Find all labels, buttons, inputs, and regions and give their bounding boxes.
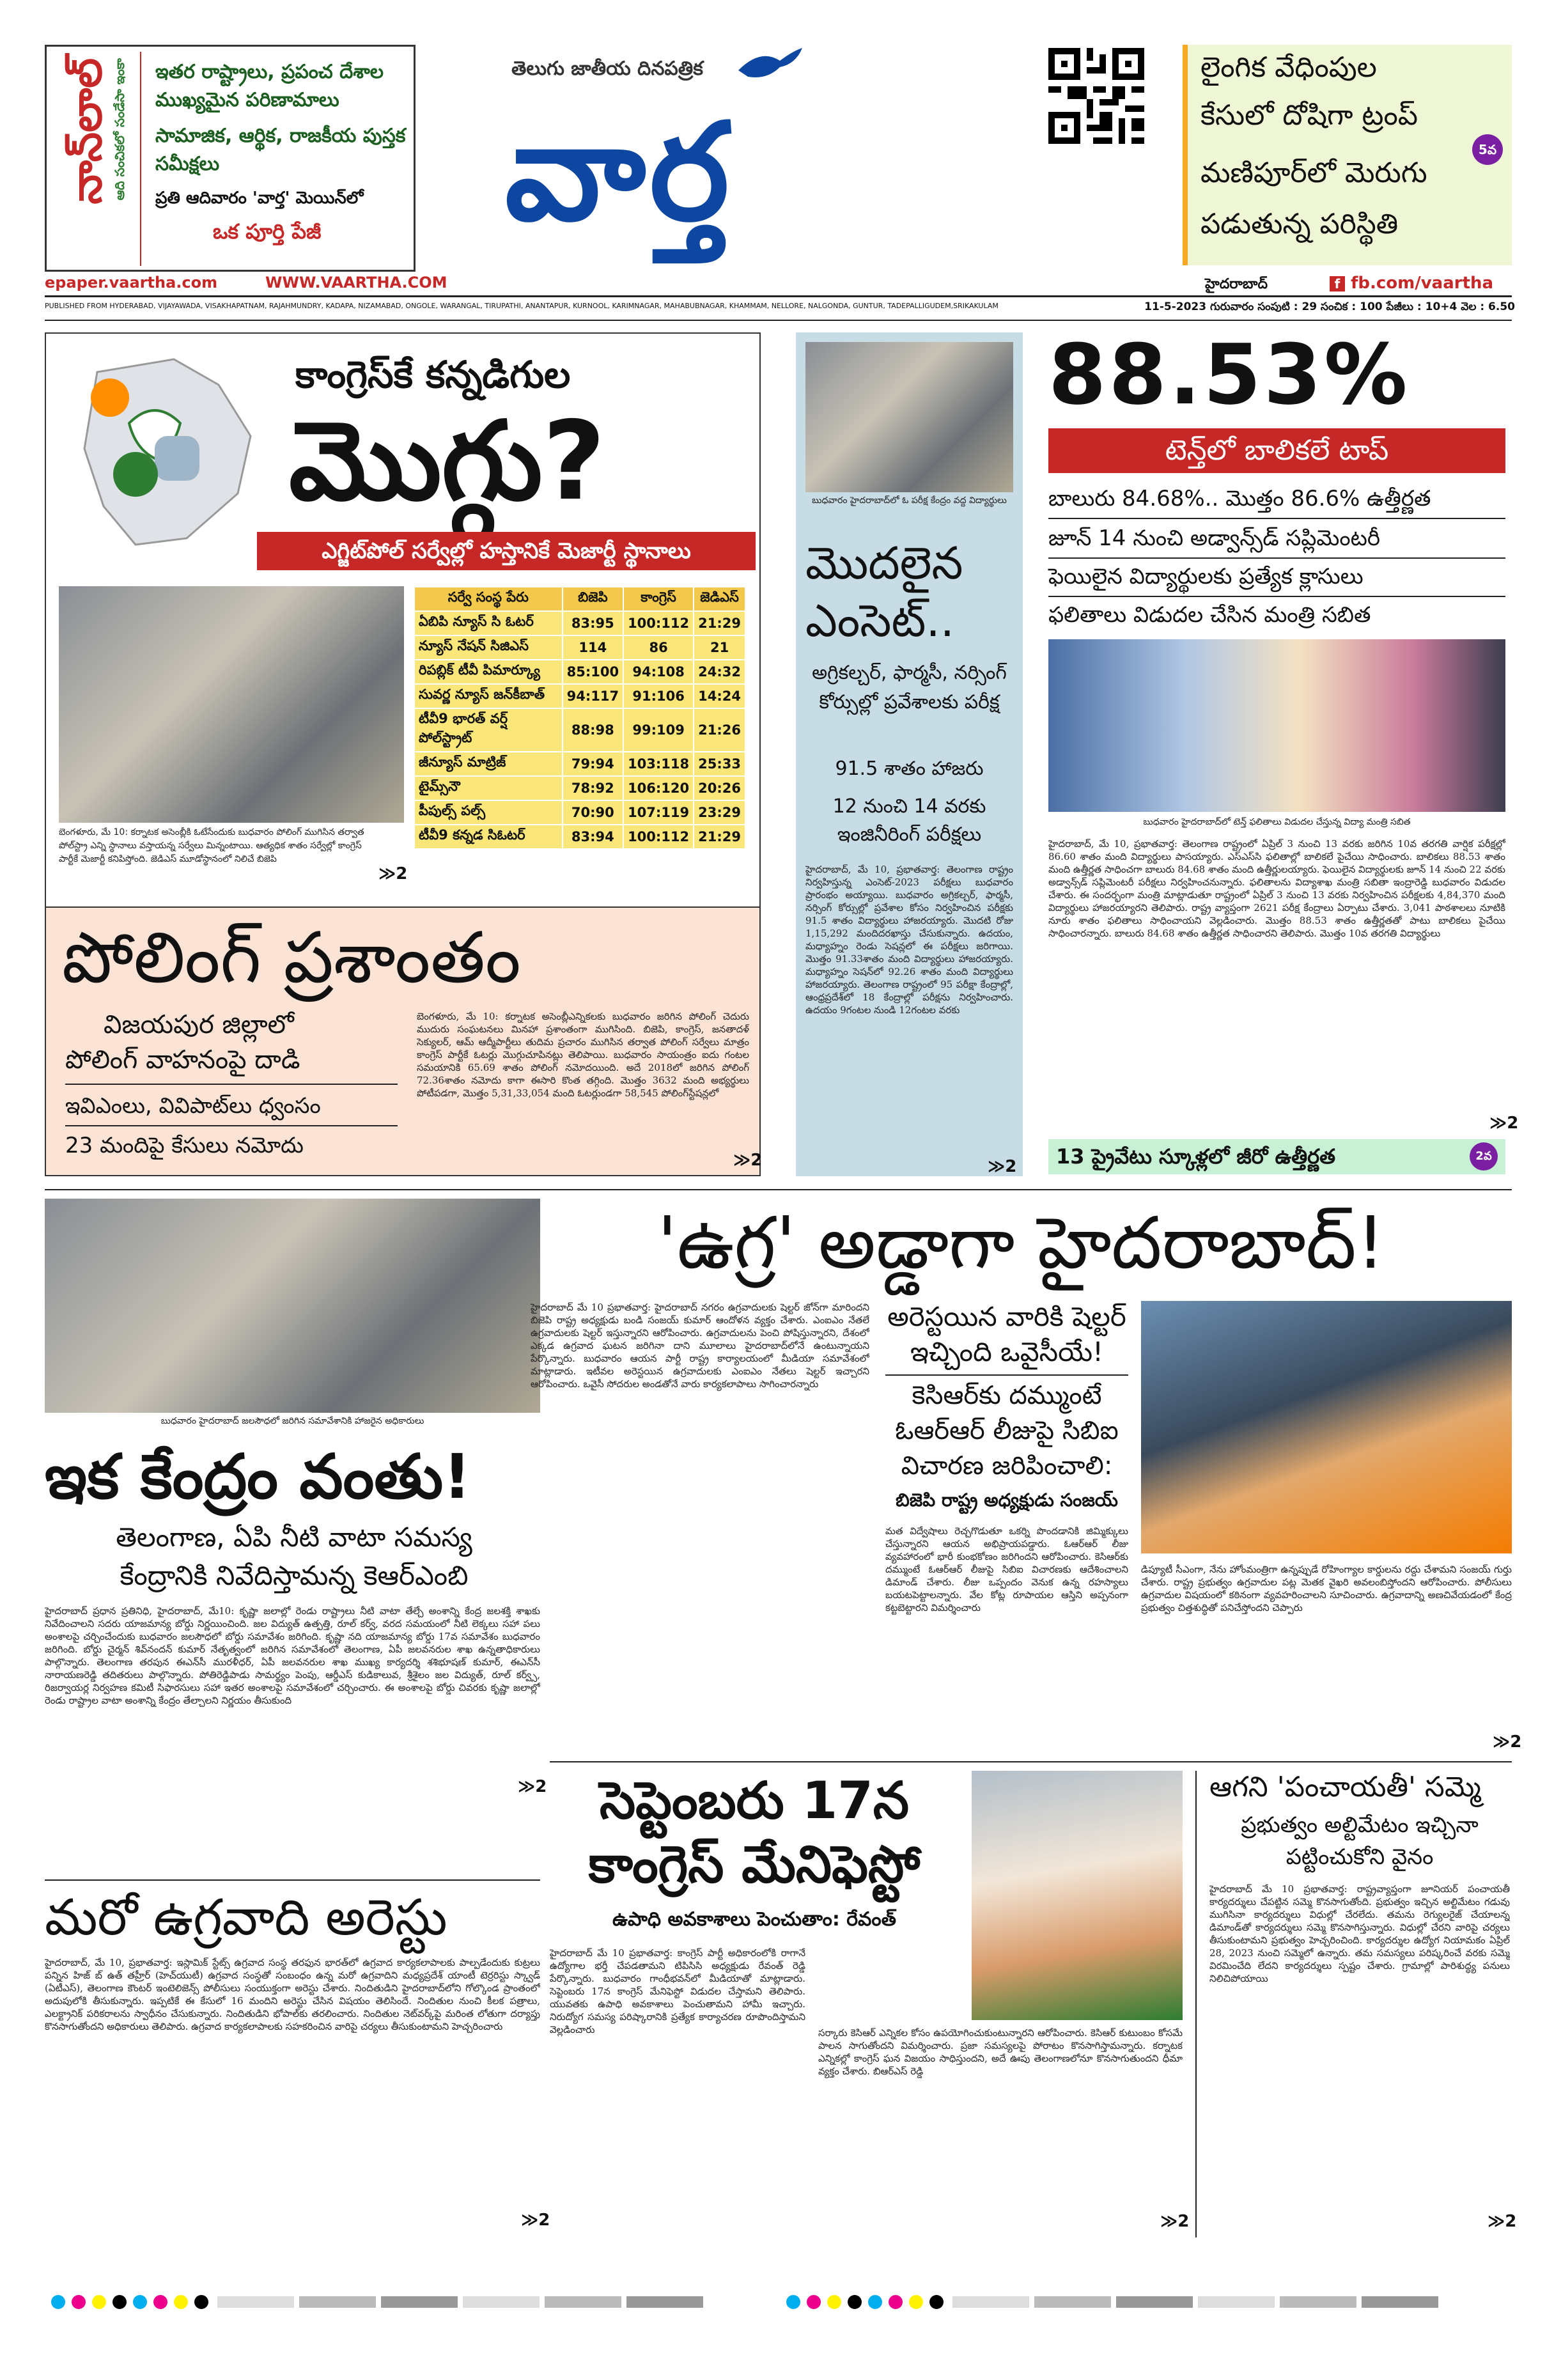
polling-sub-3: ఇవిఎంలు, వివిపాట్‌లు ధ్వంసం: [65, 1093, 321, 1119]
table-row: టీవీ9 భారత్ వర్ష్ పోల్‌స్ట్రాట్ 88:98 99:109 21:26: [414, 708, 745, 752]
table-row: టైమ్స్‌నౌ 78:92 106:120 20:26: [414, 776, 745, 800]
revanth-photo: [972, 1771, 1183, 2020]
masthead-rule-2: [45, 320, 1512, 321]
hyderabad-body-2: మత విద్వేషాలు రెచ్చగొడుతూ ఒకర్ని పొందడానికి జిమ్మిక్కులు చేస్తున్నారని ఆయన అభిప్రాయపడ్డారు. ఓఆర్ఆర్ లీజు వ్యవహారంలో భారీ కుంభకోణం జరిగిందని ఆరోపించారు. కెసిఆర్‌కు దమ్ముంటే ఓఆర్ఆర్ లీజుపై సిబిఐ విచారణకు ఆదేశించాలని డిమాండ్ చేశారు. లీజు ఒప్పందం వెనుక ఉన్న రహస్యాలు బయటపెట్టాలన్నారు. వేల కోట్ల రూపాయల ఆస్తిని అప్పనంగా కట్టబెట్టారని విమర్శించారు: [885, 1525, 1128, 1614]
results-sub-3: ఫెయిలైన విద్యార్థులకు ప్రత్యేక క్లాసులు: [1048, 564, 1364, 589]
promo-logo: [52, 52, 141, 266]
promo-line-2: సామాజిక, ఆర్థిక, రాజకీయ పుస్తక సమీక్షలు: [155, 125, 406, 175]
hyderabad-sub-6: బిజెపి రాష్ట్ర అధ్యక్షుడు సంజయ్: [896, 1489, 1118, 1511]
results-photo: [1048, 639, 1505, 812]
eamcet-caption: బుధవారం హైదరాబాద్‌లో ఓ పరీక్ష కేంద్రం వద్ద విద్యార్థులు: [812, 495, 1007, 506]
panchayat-body: హైదరాబాద్ మే 10 ప్రభాతవార్త: రాష్ట్రవ్యాప్తంగా జూనియర్ పంచాయతీ కార్యదర్శులు చేపట్టిన సమ్మె కొనసాగుతోంది. ప్రభుత్వం ఇచ్చిన అల్టిమేటం గడువు ముగిసినా కార్యదర్శులు విధుల్లో చేరలేదు. తమను రెగ్యులరైజ్ చేయాలన్న డిమాండ్‌తో కార్యదర్శులు సమ్మె కొనసాగిస్తున్నారు. విధుల్లో చేరని వారిపై చర్యలు తీసుకుంటామని ప్రభుత్వం హెచ్చరించింది. కార్యదర్శుల ఉద్యోగ నియామకం ఏప్రిల్ 28, 2023 నుంచి సమ్మెలో ఉన్నారు. తమ సమస్యలు పరిష్కరించే వరకు సమ్మె విరమించేది లేదని కార్యదర్శులు స్పష్టం చేశారు. గ్రామాల్లో పారిశుద్ధ్య పనులు నిలిచిపోయాయి: [1209, 1883, 1510, 1984]
hyderabad-story[interactable]: [531, 1199, 1522, 1758]
results-sub-2: జూన్ 14 నుంచి అడ్వాన్స్‌డ్ సప్లిమెంటరీ: [1048, 525, 1381, 551]
promo-line-4: ఒక పూర్తి పేజీ: [213, 219, 322, 244]
hyderabad-body-3: డిప్యూటీ సీఎంగా, నేను హోంమంత్రిగా ఉన్నప్పుడే రోహింగ్యాల కార్డులను రద్దు చేశామని సంజయ్ గుర్తు చేశారు. రాష్ట్ర ప్రభుత్వం ఉగ్రవాదుల పట్ల మెతక వైఖరి అవలంబిస్తోందని ఆరోపించారు. పోలీసులు ఉగ్రవాదుల విషయంలో కఠినంగా వ్యవహరించాలని సూచించారు. ఉగ్రవాదాన్ని అణచివేయడంలో కేంద్ర ప్రభుత్వం చిత్తశుద్ధితో పనిచేస్తోందని చెప్పారు: [1141, 1564, 1512, 1614]
polling-sub-4: 23 మందిపై కేసులు నమోదు: [65, 1133, 304, 1158]
water-photo: [45, 1199, 540, 1413]
teaser-line-1: లైంగిక వేధింపుల: [1200, 51, 1377, 84]
panchayat-story[interactable]: [1195, 1771, 1517, 2237]
table-row: రిపబ్లిక్ టీవీ పిమార్క్యూ 85:100 94:108 24:32: [414, 660, 745, 684]
dateline: 11-5-2023 గురువారం సంపుటి : 29 సంచిక : 100 పేజీలు : 10+4 వెల : 6.50: [1144, 300, 1515, 313]
results-body: హైదరాబాద్, మే 10, ప్రభాతవార్త: తెలంగాణ రాష్ట్రంలో ఏప్రిల్ 3 నుంచి 13 వరకు జరిగిన 10వ తరగతి వార్షిక పరీక్షల్లో 86.60 శాతం మంది విద్యార్థులు పాసయ్యారు. ఎస్ఎస్‌సి ఫలితాల్లో బాలికలే పైచేయి సాధించారు. బాలికలు 88.53 శాతం మంది ఉత్తీర్ణత సాధించగా బాలురు 84.68 శాతం మంది ఉత్తీర్ణులయ్యారు. ఫెయిలైన విద్యార్థులకు జూన్ 14 నుంచి 22 వరకు అడ్వాన్స్‌డ్ సప్లిమెంటరీ పరీక్షలు నిర్వహించనున్నారు. ఫలితాలను విద్యాశాఖ మంత్రి సబితా ఇంద్రారెడ్డి బుధవారం విడుదల చేశారు. ఈ సందర్భంగా మంత్రి మాట్లాడుతూ రాష్ట్రంలో ఏప్రిల్ 3 నుంచి 13 వరకు నిర్వహించిన పరీక్షలకు 4,84,370 మంది విద్యార్థులు హాజరయ్యారని తెలిపారు. రాష్ట్ర వ్యాప్తంగా 2621 పరీక్ష కేంద్రాలు ఏర్పాటు చేశారు. 3,041 పాఠశాలలు నూటికి నూరు శాతం ఫలితాలు సాధించాయని వెల్లడించారు. మొత్తం 88.53 శాతం ఉత్తీర్ణతతో పాటు బాలికలు పైచేయి సాధించారన్నారు. బాలురు 84.68 శాతం ఉత్తీర్ణత సాధించారని తెలిపారు. మొత్తం 10వ తరగతి విద్యార్థులు: [1048, 838, 1505, 939]
hyderabad-headline: 'ఉగ్ర' అడ్డాగా హైదరాబాద్!: [657, 1202, 1385, 1285]
tagline: తెలుగు జాతీయ దినపత్రిక: [511, 58, 703, 80]
teaser-box[interactable]: [1183, 45, 1512, 265]
water-body: హైదరాబాద్ ప్రధాన ప్రతినిధి, హైదరాబాద్, మే10: కృష్ణా జలాల్లో రెండు రాష్ట్రాలు నీటి వాటా తేల్చే అంశాన్ని కేంద్ర జలశక్తి శాఖకు నివేదించాలని సదరు యాజమాన్య బోర్డు నిర్ణయించింది. జల విద్యుత్ ఉత్పత్తి, రూల్ కర్వ్, వరద సమయంలో నీటి లెక్కలు సహా పలు అంశాలపై చర్చించేందుకు బుధవారం జలసౌధలో బోర్డు సమావేశం జరిగింది. కృష్ణా నది యాజమాన్య బోర్డు 17వ సమావేశం బుధవారం జరిగింది. బోర్డు చైర్మన్ శివ్‌నందన్ కుమార్ నేతృత్వంలో జరిగిన సమావేశంలో తెలంగాణ, ఏపీ జలవనరుల శాఖ ఉన్నతాధికారులు పాల్గొన్నారు. తెలంగాణ తరపున ఈఎన్‌సీ మురళీధర్, ఏపీ జలవనరుల శాఖ ముఖ్య కార్యదర్శి శశిభూషణ్ కుమార్, ఈఎన్‌సీ నారాయణరెడ్డి తదితరులు పాల్గొన్నారు. పోతిరెడ్డిపాడు సామర్థ్యం పెంపు, ఆర్డీఎస్ కుడికాలువ, శ్రీశైలం జల విద్యుత్, రూల్ కర్వ్స్, రిజర్వాయర్ల నిర్వహణ కమిటీ సిఫారసులు సహా ఇతర అంశాలపై సమావేశంలో చర్చించారు. ఈ అంశాలపై బోర్డు చివరకు కృష్ణా జలాల్లో రెండు రాష్ట్రాల వాటా అంశాన్ని కేంద్రం తేల్చాలని నిర్ణయం తీసుకుంది: [45, 1605, 540, 1706]
promo-logo-text: నాన్‌లాల్: [62, 58, 111, 205]
panchayat-sub-1: ప్రభుత్వం అల్టిమేటం ఇచ్చినా: [1241, 1812, 1479, 1838]
results-rule-2: [1048, 557, 1505, 559]
promo-box[interactable]: [45, 45, 416, 272]
polling-headline: పోలింగ్ ప్రశాంతం: [62, 917, 521, 999]
water-more[interactable]: ≫2: [518, 1777, 547, 1796]
hyderabad-body-1: హైదరాబాద్ మే 10 ప్రభాతవార్త: హైదరాబాద్ నగరం ఉగ్రవాదులకు షెల్టర్ జోన్‌గా మారిందని బిజెపి రాష్ట్ర అధ్యక్షుడు బండి సంజయ్ కుమార్ ఆందోళన వ్యక్తం చేశారు. ఎంఐఎం నేతలే ఉగ్రవాదులకు షెల్టర్ ఇస్తున్నారని ఆరోపించారు. ఉగ్రవాదులను పెంచి పోషిస్తున్నారని, దేశంలో ఎక్కడ ఉగ్రవాద ఘటన జరిగినా దాని మూలాలు హైదరాబాద్‌లోనే ఉంటున్నాయని పేర్కొన్నారు. బుధవారం ఆయన పార్టీ రాష్ట్ర కార్యాలయంలో మీడియా సమావేశంలో మాట్లాడారు. ఇటీవల అరెస్టయిన ఉగ్రవాదులకు ఎంఐఎం నేతలు షెల్టర్ ఇచ్చారని ఆరోపించారు. ఒవైసీ సోదరుల అండతోనే వారు కార్యకలాపాలు సాగించారన్నారు: [531, 1302, 869, 1390]
results-banner: టెన్త్‌లో బాలికలే టాప్: [1048, 428, 1505, 473]
polling-more[interactable]: ≫2: [733, 1151, 763, 1170]
grey-scale-strip-2: [952, 2296, 1443, 2310]
polling-sub-2: పోలింగ్ వాహనంపై దాడి: [65, 1045, 300, 1075]
arrest-rule: [45, 1879, 540, 1881]
results-story[interactable]: [1042, 326, 1519, 1176]
congress-body-2: సర్కారు కెసిఆర్ ఎన్నికల కోసం ఉపయోగించుకుంటున్నారని ఆరోపించారు. కెసిఆర్ కుటుంబం కోసమే పాలన సాగుతోందని విమర్శించారు. ప్రజా సమస్యలపై పోరాటం కొనసాగిస్తామన్నారు. కర్నాటక ఎన్నికల్లో కాంగ్రెస్ ఘన విజయం సాధిస్తుందని, అదే ఊపు తెలంగాణలోనూ కొనసాగుతుందని ధీమా వ్యక్తం చేశారు. బిఆర్ఎస్ రెడ్డి: [818, 2027, 1183, 2077]
election-story[interactable]: [45, 332, 761, 908]
results-sub-1: బాలురు 84.68%.. మొత్తం 86.6% ఉత్తీర్ణత: [1048, 486, 1431, 511]
congress-body-1: హైదరాబాద్ మే 10 ప్రభాతవార్త: కాంగ్రెస్ పార్టీ అధికారంలోకి రాగానే ఉద్యోగాల భర్తీ చేపడతామని టిపిసిసి అధ్యక్షుడు రేవంత్ రెడ్డి పేర్కొన్నారు. బుధవారం గాంధీభవన్‌లో మీడియాతో మాట్లాడారు. సెప్టెంబరు 17న కాంగ్రెస్ మేనిఫెస్టో విడుదల చేస్తామని తెలిపారు. యువతకు ఉపాధి అవకాశాలు పెంచుతామని హామీ ఇచ్చారు. నిరుద్యోగ సమస్య పరిష్కారానికి ప్రత్యేక కార్యాచరణ రూపొందిస్తామని వెల్లడించారు: [550, 1947, 805, 2035]
polling-body: బెంగళూరు, మే 10: కర్నాటక అసెంబ్లీఎన్నికలకు బుధవారం జరిగిన పోలింగ్ చెదురు ముదురు సంఘటనలు మినహా ప్రశాంతంగా ముగిసింది. బిజెపి, కాంగ్రెస్, జనతాదళ్ సెక్యులర్, ఆమ్ ఆద్మీపార్టీలు తుదిమ ప్రచారం ముగిసిన తర్వాత పోలింగ్ సర్వేలు మాత్రం కాంగ్రెస్ పార్టీకే ఓటర్లు మొగ్గుచూపినట్లు తెలిపాయి. బుధవారం సాయంత్రం ఐదు గంటల సమయానికి 65.69 శాతం పోలింగ్ నమోదయింది. అదే 2018లో జరిగిన పోలింగ్ 72.36శాతం నమోదు కాగా ఈసారి కొంత తగ్గింది. మొత్తం 3632 మంది అభ్యర్థులు పోటీపడగా, మొత్తం 5,31,33,054 మంది ఓటర్లుండగా 58,545 పోలింగ్‌స్టేషన్లలో: [417, 1011, 749, 1099]
election-banner: ఎగ్జిట్‌పోల్ సర్వేల్లో హస్తానికే మెజార్టీ స్థానాలు: [257, 532, 756, 570]
table-row: సువర్ణ న్యూస్ జన్‌కీబాత్ 94:117 91:106 14:24: [414, 684, 745, 708]
lower-rule: [550, 1761, 1512, 1762]
arrest-headline: మరో ఉగ్రవాది అరెస్టు: [45, 1889, 447, 1947]
teaser-line-3: మణిపూర్‌లో మెరుగు: [1200, 157, 1427, 189]
water-sub-1: తెలంగాణ, ఏపి నీటి వాటా సమస్య: [116, 1521, 472, 1553]
promo-line-3: ప్రతి ఆదివారం 'వార్త' మెయిన్‌లో: [155, 189, 364, 208]
table-header: బిజెపి: [563, 587, 623, 611]
grey-scale-strip: [217, 2296, 708, 2310]
results-footer[interactable]: [1048, 1139, 1505, 1174]
election-headline: మొగ్గు?: [289, 398, 606, 525]
results-headline: 88.53%: [1048, 326, 1410, 423]
masthead-logo: వార్త: [505, 94, 733, 251]
facebook-icon: f: [1330, 276, 1345, 292]
hyderabad-sub-3: కెసిఆర్‌కు దమ్ముంటే: [912, 1381, 1102, 1410]
table-row: జీన్యూస్ మాట్రిజ్ 79:94 103:118 25:33: [414, 752, 745, 776]
promo-logo-sub: ఆది సంచికలో సండేసా ఇంకా: [112, 58, 127, 201]
results-sub-4: ఫలితాలు విడుదల చేసిన మంత్రి సబిత: [1048, 602, 1371, 628]
panchayat-more[interactable]: ≫2: [1488, 2212, 1517, 2231]
arrest-story[interactable]: [45, 1886, 550, 2237]
city-label: హైదరాబాద్: [1205, 276, 1268, 292]
results-more[interactable]: ≫2: [1489, 1114, 1519, 1133]
congress-story[interactable]: [550, 1771, 1189, 2237]
polling-sub-1: విజయపుర జిల్లాలో: [104, 1010, 294, 1039]
hyderabad-sub-2: ఇచ్చింది ఒవైసీయే!: [910, 1336, 1103, 1367]
website-link[interactable]: WWW.VAARTHA.COM: [265, 274, 447, 292]
eamcet-body: హైదరాబాద్, మే 10, ప్రభాతవార్త: తెలంగాణ రాష్ట్రం నిర్వహిస్తున్న ఎంసెట్-2023 పరీక్షలు బుధవారం ప్రారంభం అయ్యాయి. బుధవారం అగ్రికల్చర్, ఫార్మసీ, నర్సింగ్ కోర్సుల్లో ప్రవేశాల కోసం నిర్వహించిన పరీక్షకు 91.5 శాతం విద్యార్థులు హాజరయ్యారు. మొదటి రోజు 1,15,292 మందిదరఖాస్తు చేసుకున్నారు. ఉదయం, మధ్యాహ్నం రెండు సెషన్లలో ఈ పరీక్షలు జరిగాయి. మొత్తం 91.33శాతం మంది విద్యార్థులు హాజరయ్యారు. మధ్యాహ్నం సెషన్‌లో 92.26 శాతం మంది విద్యార్థులు హాజరయ్యారు. తెలంగాణ రాష్ట్రంలో 95 పరీక్షా కేంద్రాల్లో, ఆంధ్రప్రదేశ్‌లో 18 కేంద్రాల్లో పరీక్షను నిర్వహించారు. ఉదయం 9గంటల నుండి 12గంటల వరకు: [805, 864, 1013, 1016]
water-sub-2: కేంద్రానికి నివేదిస్తామన్న కెఆర్ఎంబి: [120, 1560, 469, 1591]
hyderabad-sub-1: అరెస్టయిన వారికి షెల్టర్: [887, 1301, 1126, 1332]
color-registration-dots-2: [786, 2295, 950, 2312]
eamcet-photo: [805, 342, 1013, 492]
arrest-more[interactable]: ≫2: [521, 2211, 550, 2230]
results-footer-badge: 2వ: [1470, 1142, 1498, 1171]
table-header: జెడిఎస్: [694, 587, 745, 611]
eamcet-sub-2: 91.5 శాతం హాజరు: [835, 758, 984, 780]
eamcet-sub-1: అగ్రికల్చర్, ఫార్మసీ, నర్సింగ్ కోర్సుల్లో ప్రవేశాలకు పరీక్ష: [812, 662, 1007, 713]
water-story[interactable]: [45, 1199, 547, 1876]
teaser-line-4: పడుతున్న పరిస్థితి: [1200, 208, 1399, 240]
hyderabad-sub-4: ఓఆర్ఆర్ లీజుపై సిబిఐ: [895, 1416, 1119, 1445]
promo-line-1: ఇతర రాష్ట్రాలు, ప్రపంచ దేశాల ముఖ్యమైన పరిణామాలు: [155, 61, 384, 111]
election-kicker: కాంగ్రెస్‌కే కన్నడిగుల: [295, 353, 571, 396]
polling-sub-rule-2: [65, 1125, 398, 1126]
table-row: ఏబిపి న్యూస్ సి ఓటర్ 83:95 100:112 21:29: [414, 611, 745, 635]
congress-more[interactable]: ≫2: [1160, 2212, 1190, 2231]
hyderabad-sub-rule: [885, 1374, 1128, 1376]
results-footer-text: 13 ప్రైవేటు స్కూళ్లలో జీరో ఉత్తీర్ణత: [1056, 1144, 1335, 1169]
table-header: సర్వే సంస్థ పేరు: [414, 587, 563, 611]
arrest-body: హైదరాబాద్, మే 10, ప్రభాతవార్త: ఇస్లామిక్ స్టేట్స్ ఉగ్రవాద సంస్థ తరఫున భారత్‌లో ఉగ్రవాద కార్యకలాపాలకు పాల్పడేందుకు కుట్రలు పన్నిన హిజ్ బ్ ఉత్ తహ్రీర్ (హెచ్‌యుటీ) ఉగ్రవాద సంస్థతో సంబంధం ఉన్న మరో ఉగ్రవాదిని మధ్యప్రదేశ్ యాంటీ టెర్రరిస్టు స్క్వాడ్ (ఏటీఎస్), తెలంగాణ కౌంటర్ ఇంటెలిజెన్స్ పోలీసులు సంయుక్తంగా అరెస్టు చేశారు. నిందితుడిని హైదరాబాద్‌లోని గోల్కొండ ప్రాంతంలో అదుపులోకి తీసుకున్నారు. ఇప్పటికే ఈ కేసులో 16 మందిని అరెస్టు చేసిన విషయం తెలిసిందే. నిందితుల నుంచి కీలక పత్రాలు, ఎలక్ట్రానిక్ పరికరాలను స్వాధీనం చేసుకున్నారు. నిందితుడిని భోపాల్‌కు తరలించారు. నిందితుల నెట్‌వర్క్‌పై మరింత లోతుగా దర్యాప్తు కొనసాగుతోందని అధికారులు తెలిపారు. ఉగ్రవాద కార్యకలాపాలకు సహకరించిన వారిపై చర్యలు తీసుకుంటామని హెచ్చరించారు: [45, 1957, 540, 2032]
dove-icon: [735, 45, 805, 83]
table-row: పీపుల్స్ పల్స్ 70:90 107:119 23:29: [414, 800, 745, 825]
panchayat-sub-2: పట్టించుకోని వైనం: [1286, 1844, 1434, 1870]
karnataka-map-graphic: [59, 346, 276, 557]
eamcet-sub-3: 12 నుంచి 14 వరకు ఇంజినీరింగ్ పరీక్షలు: [832, 795, 986, 846]
polling-sub-rule: [65, 1084, 398, 1085]
results-rule: [1048, 518, 1505, 519]
eamcet-more[interactable]: ≫2: [988, 1157, 1017, 1176]
masthead-rule: [45, 295, 1512, 297]
election-more[interactable]: ≫2: [378, 864, 408, 883]
panchayat-headline: ఆగని 'పంచాయతీ' సమ్మె: [1209, 1771, 1481, 1803]
election-photo-caption: బెంగళూరు, మే 10: కర్నాటక అసెంబ్లీకి ఓటేసేందుకు బుధవారం పోలింగ్ ముగిసిన తర్వాత పోల్‌స్ట్రా ఎన్ని స్థానాలు వస్తాయన్న సర్వేలు మిన్నంటాయి. ఆత్యధిక శాతం సర్వేల్లో కాంగ్రెస్ పార్టీకే మెజార్టీ కనిపిస్తోంది. జెడిఎస్ మూడోస్థానంలో నిలిచే బిజెపి: [59, 827, 364, 864]
results-photo-caption: బుధవారం హైదరాబాద్‌లో టెన్త్ ఫలితాలు విడుదల చేస్తున్న విద్యా మంత్రి సబిత: [1143, 817, 1411, 827]
hyderabad-sub-5: విచారణ జరిపించాలి:: [901, 1451, 1113, 1481]
table-row: టీవీ9 కన్నడ సిఓటర్ 83:94 100:112 21:29: [414, 825, 745, 849]
teaser-page-badge: 5వ: [1472, 134, 1503, 165]
epaper-link[interactable]: epaper.vaartha.com: [45, 274, 218, 292]
teaser-line-2: కేసులో దోషిగా ట్రంప్: [1200, 99, 1418, 132]
water-caption: బుధవారం హైదరాబాద్ జలసౌధలో జరిగిన సమావేశానికి హాజరైన అధికారులు: [160, 1416, 424, 1426]
results-rule-3: [1048, 596, 1505, 597]
facebook-url: fb.com/vaartha: [1351, 274, 1494, 293]
eamcet-headline-1: మొదలైన: [805, 537, 963, 589]
section-rule: [45, 1189, 1512, 1190]
sanjay-photo: [1141, 1301, 1512, 1553]
water-headline: ఇక కేంద్రం వంతు!: [45, 1441, 471, 1513]
table-header: కాంగ్రెస్: [623, 587, 694, 611]
congress-headline-1: సెప్టెంబరు 17న: [599, 1771, 910, 1830]
eamcet-story[interactable]: [796, 332, 1023, 1176]
polling-story[interactable]: [45, 908, 761, 1176]
color-registration-dots: [51, 2295, 215, 2312]
table-row: న్యూస్ నేషన్ సిజిఎస్ 114 86 21: [414, 635, 745, 660]
congress-sub: ఉపాధి అవకాశాలు పెంచుతాం: రేవంత్: [612, 1908, 896, 1931]
congress-headline-2: కాంగ్రెస్ మేనిఫెస్టో: [588, 1835, 921, 1894]
polling-photo: [59, 586, 404, 823]
editions-line: PUBLISHED FROM HYDERABAD, VIJAYAWADA, VISAKHAPATNAM, RAJAHMUNDRY, KADAPA, NIZAMABAD, ONGOLE, WARANGAL, TIRUPATHI, ANANTAPUR, KURNOOL, KARIMNAGAR, MAHABUBNAGAR, KHAMMAM, NELLORE, NALGONDA, GUNTUR, TADEPALLIGUDEM,SRIKAKULAM: [45, 302, 998, 310]
exit-poll-table: [414, 586, 746, 850]
facebook-link[interactable]: [1330, 274, 1493, 293]
qr-code-icon: [1048, 48, 1144, 144]
eamcet-headline-2: ఎంసెట్..: [805, 595, 954, 647]
hyderabad-more[interactable]: ≫2: [1493, 1732, 1522, 1752]
